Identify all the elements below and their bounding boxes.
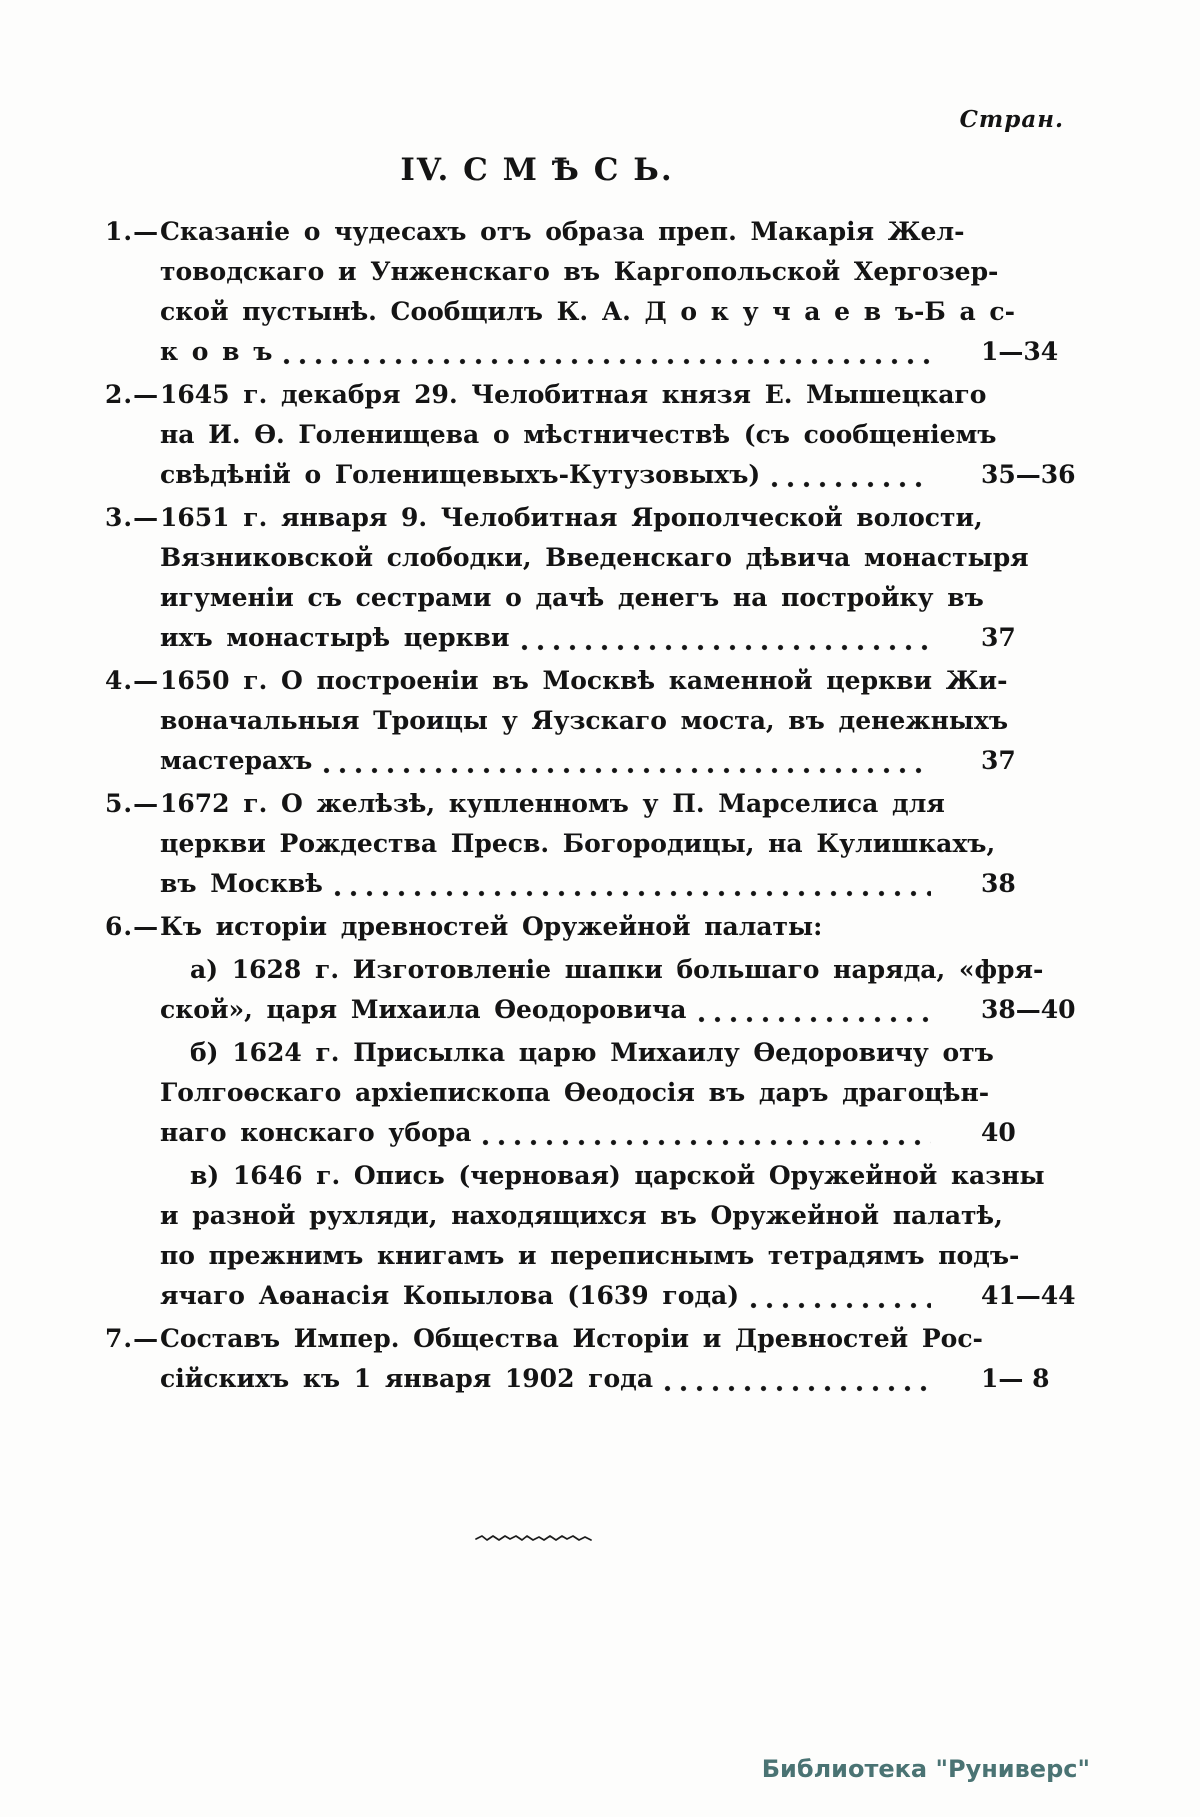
entry-number: 7.— [105,1324,160,1353]
entry-body [160,907,935,947]
entry-number: 6.— [105,912,160,941]
entry-line: ской», царя Михаила Ѳеодоровича [160,995,687,1024]
page-range: 1— 8 [981,1364,1050,1393]
entry-line: ской пустынѣ. Сообщилъ К. А. Д о к у ч а е в ъ-Б а с- [160,297,1015,326]
entry-line: сійскихъ къ 1 января 1902 года [160,1364,654,1393]
entry-last-line [160,455,935,495]
entry-line: игуменіи съ сестрами о дачѣ денегъ на постройку въ [160,583,984,612]
entry-number: 3.— [105,503,160,532]
entry-line: Сказаніе о чудесахъ отъ образа преп. Макарія Жел- [160,217,965,246]
dot-leader [333,889,931,898]
entry-line: мастерахъ [160,746,313,775]
entry-line: свѣдѣній о Голенищевыхъ-Кутузовыхъ) [160,460,761,489]
page-range: 41—44 [981,1281,1076,1310]
library-watermark: Библиотека "Руниверс" [761,1755,1090,1783]
entry-line: въ Москвѣ [160,869,323,898]
squiggle-divider [474,1532,596,1544]
dot-leader [663,1384,931,1393]
dot-leader [322,766,931,775]
entry-line: по прежнимъ книгамъ и переписнымъ тетрадямъ подъ- [160,1241,1020,1270]
entry-body [160,1319,983,1399]
entry-last-line [160,741,935,781]
dot-leader [481,1138,931,1147]
dot-leader [749,1301,931,1310]
entry-line: ихъ монастырѣ церкви [160,623,510,652]
toc-entry [105,907,1085,947]
page-range: 1—34 [981,337,1059,366]
page-range: 35—36 [981,460,1076,489]
entry-line: 1650 г. О построеніи въ Москвѣ каменной церкви Жи- [160,666,1008,695]
dot-leader [770,480,931,489]
entry-line: 1645 г. декабря 29. Челобитная князя Е. Мышецкаго [160,380,987,409]
entry-line: Голгоѳскаго архіепископа Ѳеодосія въ даръ драгоцѣн- [160,1078,990,1107]
entry-number: 2.— [105,380,160,409]
entry-line: наго конскаго убора [160,1118,472,1147]
entry-body [160,784,996,904]
entry-line: товодскаго и Унженскаго въ Каргопольской Хергозер- [160,257,999,286]
entry-line: а) 1628 г. Изготовленіе шапки большаго наряда, «фря- [190,955,1044,984]
entry-last-line [160,907,935,947]
entry-body [160,212,1015,372]
entry-line: в) 1646 г. Опись (черновая) царской Оружейной казны [190,1161,1045,1190]
toc-entry [105,784,1085,904]
toc-entry [105,1033,1085,1153]
entry-line: 1651 г. января 9. Челобитная Ярополческой волости, [160,503,983,532]
page-column-header: Стран. [959,106,1064,133]
toc-entry [105,498,1085,658]
page-range: 38 [981,869,1016,898]
entry-line: и разной рухляди, находящихся въ Оружейной палатѣ, [160,1201,1003,1230]
page-range: 38—40 [981,995,1076,1024]
toc-entry [105,375,1085,495]
toc-entry [105,950,1085,1030]
entry-line: к о в ъ [160,337,273,366]
entry-last-line [160,332,935,372]
entry-last-line [160,618,935,658]
entry-number: 5.— [105,789,160,818]
toc-entries [105,212,1085,1402]
entry-line: б) 1624 г. Присылка царю Михаилу Ѳедоровичу отъ [190,1038,994,1067]
entry-line: Къ исторіи древностей Оружейной палаты: [160,912,823,941]
entry-number: 4.— [105,666,160,695]
page-range: 37 [981,746,1016,775]
entry-line: Составъ Импер. Общества Исторіи и Древностей Рос- [160,1324,983,1353]
toc-entry [105,212,1085,372]
entry-line: Вязниковской слободки, Введенскаго дѣвича монастыря [160,543,1029,572]
entry-last-line [160,1359,935,1399]
entry-last-line [160,1276,935,1316]
entry-line: на И. Ѳ. Голенищева о мѣстничествѣ (съ сообщеніемъ [160,420,997,449]
section-title: IV. С М Ѣ С Ь. [400,152,674,188]
entry-body [160,1033,994,1153]
entry-body [160,375,997,495]
dot-leader [520,643,931,652]
entry-line: 1672 г. О желѣзѣ, купленномъ у П. Марселиса для [160,789,945,818]
entry-last-line [160,990,935,1030]
page-range: 37 [981,623,1016,652]
dot-leader [697,1015,932,1024]
toc-entry [105,661,1085,781]
entry-line: воначальныя Троицы у Яузскаго моста, въ денежныхъ [160,706,1009,735]
page-range: 40 [981,1118,1016,1147]
entry-last-line [160,1113,935,1153]
entry-number: 1.— [105,217,160,246]
entry-line: ячаго Аѳанасія Копылова (1639 года) [160,1281,740,1310]
entry-line: церкви Рождества Пресв. Богородицы, на Кулишкахъ, [160,829,996,858]
toc-entry [105,1156,1085,1316]
dot-leader [282,357,931,366]
toc-entry [105,1319,1085,1399]
entry-last-line [160,864,935,904]
